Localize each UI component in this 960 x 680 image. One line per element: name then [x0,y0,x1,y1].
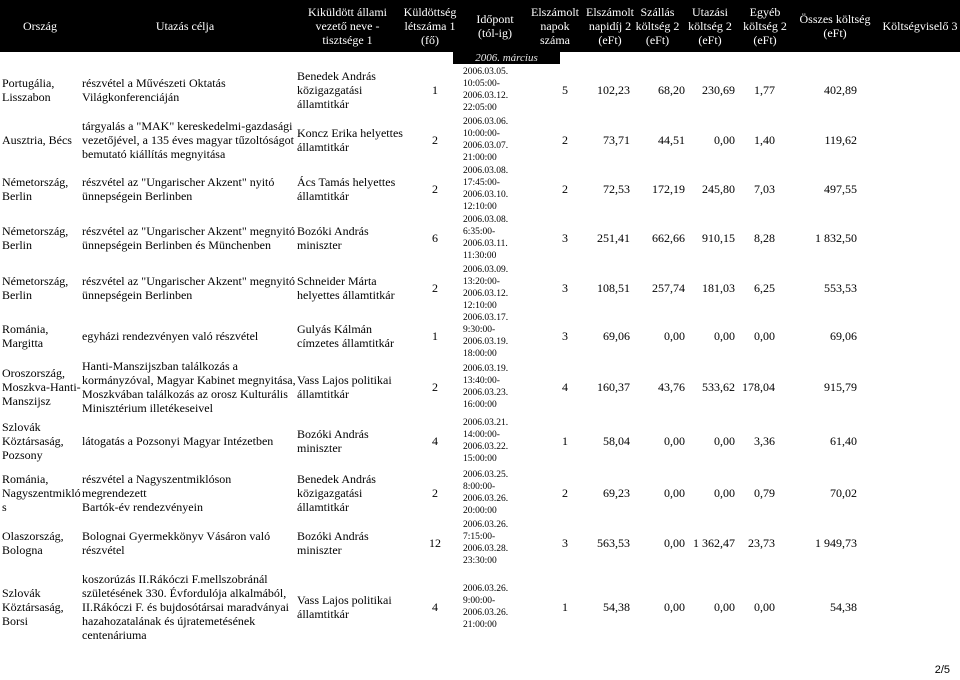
total-cell [775,518,857,567]
perdiem-cell [575,65,630,115]
lodging-cell [630,165,685,213]
column-header: Utazás célja [155,19,215,33]
purpose-cell-text: tárgyalás a "MAK" kereskedelmi-gazdasági vezetőjével, a 135 éves magyar tűzoltóságot bemutató kiállítás megnyitása [82,119,294,161]
time-cell-text: 2006.03.21. 14:00:00- 2006.03.22. 15:00:00 [463,417,509,464]
total-cell-text: 54,38 [830,600,857,614]
travel-cell-text: 245,80 [702,182,735,196]
official-cell [297,467,407,518]
official-cell-text: Benedek András közigazgatási államtitkár [297,471,376,514]
lodging-cell [630,312,685,360]
other-cell [730,65,775,115]
country-cell-text: Oroszország, Moszkva-Hanti- Manszijsz [2,366,81,408]
delegation-cell [400,360,470,414]
period-label: 2006. március [475,52,538,64]
delegation-cell-text: 1 [432,83,438,97]
travel-cell-text: 0,00 [714,329,735,343]
delegation-cell-text: 6 [432,231,438,245]
total-cell [775,65,857,115]
official-cell-text: Benedek András közigazgatási államtitkár [297,69,376,111]
lodging-cell-text: 43,76 [658,380,685,394]
days-cell-text: 2 [562,182,568,196]
delegation-cell-text: 1 [432,329,438,343]
perdiem-cell-text: 563,53 [597,535,630,550]
total-cell [775,414,857,467]
time-cell-text: 2006.03.26. 9:00:00- 2006.03.26. 21:00:00 [463,584,509,630]
total-cell-text: 119,62 [824,133,857,147]
perdiem-cell-text: 251,41 [597,231,630,245]
delegation-cell [400,165,470,213]
delegation-cell [400,567,470,647]
total-cell [775,165,857,213]
period-header [453,52,560,64]
purpose-cell-text: részvétel az "Ungarischer Akzent" nyitó ünnepségein Berlinben [82,175,275,203]
country-cell [2,213,82,263]
time-cell-text: 2006.03.25. 8:00:00- 2006.03.26. 20:00:00 [463,469,509,516]
country-cell [2,65,82,115]
days-cell-text: 4 [562,380,568,394]
official-cell [297,312,407,360]
total-cell-text: 553,53 [824,280,857,295]
page-number: 2/5 [934,664,950,676]
table-row [0,360,960,414]
travel-cell [685,518,735,567]
country-cell-text: Ausztria, Bécs [2,133,72,147]
days-cell-text: 2 [562,485,568,500]
days-cell-text: 1 [562,600,568,614]
perdiem-cell [575,312,630,360]
other-cell [730,467,775,518]
time-cell-text: 2006.03.19. 13:40:00- 2006.03.23. 16:00:00 [463,364,509,410]
travel-cell [685,263,735,312]
other-cell-text: 7,03 [754,182,775,196]
purpose-cell [82,414,297,467]
perdiem-cell [575,567,630,647]
purpose-cell-text: koszorúzás II.Rákóczi F.mellszobránál születésének 330. Évfordulója alkalmából, II.Rákóczi F. és bujdosótársai maradványai hazahozatalának és újratemetésének centenáriuma [82,572,289,642]
purpose-cell [82,263,297,312]
column-header: Kiküldött állami vezető neve - tisztsége 1 [308,5,387,47]
official-cell [297,213,407,263]
official-cell [297,567,407,647]
country-cell-text: Németország, Berlin [2,224,69,252]
official-cell [297,165,407,213]
purpose-cell [82,360,297,414]
travel-cell-text: 0,00 [714,433,735,448]
total-cell-text: 70,02 [830,485,857,500]
days-cell-text: 3 [562,535,568,550]
lodging-cell-text: 0,00 [664,433,685,448]
other-cell [730,115,775,165]
country-cell [2,518,82,567]
other-cell-text: 6,25 [754,280,775,295]
other-cell-text: 3,36 [754,433,775,448]
time-cell [463,263,533,312]
time-cell-text: 2006.03.06. 10:00:00- 2006.03.07. 21:00:00 [463,117,509,163]
other-cell-text: 23,73 [748,535,775,550]
other-cell-text: 1,40 [754,133,775,147]
travel-cell [685,360,735,414]
delegation-cell [400,518,470,567]
purpose-cell-text: részvétel a Nagyszentmiklóson megrendezett Bartók-év rendezvényein [82,471,232,514]
table-row [0,263,960,312]
time-cell [463,213,533,263]
official-cell [297,360,407,414]
perdiem-cell [575,360,630,414]
delegation-cell-text: 4 [432,600,438,614]
perdiem-cell-text: 108,51 [597,280,630,295]
time-cell-text: 2006.03.26. 7:15:00- 2006.03.28. 23:30:00 [463,519,509,566]
total-cell-text: 1 832,50 [815,231,857,245]
time-cell [463,165,533,213]
time-cell [463,518,533,567]
travel-cell-text: 230,69 [702,83,735,97]
other-cell [730,567,775,647]
time-cell-text: 2006.03.08. 6:35:00- 2006.03.11. 11:30:00 [463,215,509,261]
purpose-cell [82,65,297,115]
column-header: Költségviselő 3 [882,19,958,33]
time-cell [463,414,533,467]
country-cell-text: Románia, Margitta [2,322,49,350]
perdiem-cell-text: 102,23 [597,83,630,97]
perdiem-cell-text: 73,71 [603,133,630,147]
lodging-cell-text: 0,00 [664,600,685,614]
purpose-cell [82,518,297,567]
time-cell-text: 2006.03.17. 9:30:00- 2006.03.19. 18:00:00 [463,313,509,359]
perdiem-cell [575,263,630,312]
purpose-cell-text: látogatás a Pozsonyi Magyar Intézetben [82,433,274,448]
lodging-cell-text: 172,19 [652,182,685,196]
column-header: Küldöttség létszáma 1 (fő) [403,5,457,47]
other-cell [730,165,775,213]
total-cell [775,360,857,414]
table-row [0,567,960,647]
table-header [0,0,960,52]
purpose-cell [82,115,297,165]
perdiem-cell-text: 58,04 [603,433,630,448]
other-cell [730,414,775,467]
country-cell-text: Németország, Berlin [2,273,69,302]
travel-cell-text: 0,00 [714,600,735,614]
official-cell [297,518,407,567]
official-cell-text: Vass Lajos politikai államtitkár [297,373,392,401]
other-cell-text: 1,77 [754,83,775,97]
official-cell-text: Schneider Márta helyettes államtitkár [297,273,395,302]
other-cell [730,213,775,263]
column-header: Utazási költség 2 (eFt) [688,5,732,47]
days-cell-text: 3 [562,329,568,343]
country-cell-text: Románia, Nagyszentmikló s [2,471,81,514]
delegation-cell [400,263,470,312]
lodging-cell [630,360,685,414]
official-cell [297,65,407,115]
travel-cell-text: 181,03 [702,280,735,295]
table-row [0,518,960,567]
table-row [0,165,960,213]
delegation-cell-text: 4 [432,433,438,448]
perdiem-cell [575,115,630,165]
total-cell [775,115,857,165]
perdiem-cell-text: 72,53 [603,182,630,196]
country-cell-text: Szlovák Köztársaság, Pozsony [2,419,64,462]
total-cell [775,263,857,312]
perdiem-cell-text: 69,06 [603,329,630,343]
travel-cell-text: 0,00 [714,485,735,500]
country-cell [2,360,82,414]
country-cell [2,263,82,312]
lodging-cell-text: 0,00 [664,485,685,500]
table-row [0,467,960,518]
other-cell-text: 8,28 [754,231,775,245]
perdiem-cell [575,467,630,518]
time-cell [463,567,533,647]
time-cell [463,312,533,360]
official-cell-text: Ács Tamás helyettes államtitkár [297,175,396,203]
travel-cell [685,312,735,360]
time-cell-text: 2006.03.09. 13:20:00- 2006.03.12. 12:10:00 [463,264,509,311]
other-cell [730,518,775,567]
country-cell [2,165,82,213]
lodging-cell [630,65,685,115]
country-cell [2,312,82,360]
lodging-cell-text: 44,51 [658,133,685,147]
purpose-cell [82,165,297,213]
table-row [0,115,960,165]
travel-cell [685,414,735,467]
travel-cell-text: 0,00 [714,133,735,147]
purpose-cell-text: részvétel az "Ungarischer Akzent" megnyitó ünnepségein Berlinben [82,273,296,302]
total-cell [775,467,857,518]
delegation-cell [400,467,470,518]
other-cell-text: 0,00 [754,600,775,614]
travel-cell-text: 533,62 [702,380,735,394]
lodging-cell [630,115,685,165]
delegation-cell-text: 2 [432,182,438,196]
column-header: Időpont (tól-ig) [476,12,514,40]
time-cell [463,65,533,115]
delegation-cell [400,213,470,263]
total-cell [775,312,857,360]
other-cell [730,312,775,360]
purpose-cell-text: Hanti-Manszijszban találkozás a kormányzóval, Magyar Kabinet megnyitása, Moszkvában találkozás az orosz Kulturális Minisztérium illetékeseivel [82,359,296,415]
time-cell-text: 2006.03.05. 10:05:00- 2006.03.12. 22:05:00 [463,67,509,113]
official-cell-text: Gulyás Kálmán címzetes államtitkár [297,322,394,350]
total-cell-text: 915,79 [824,380,857,394]
travel-cell-text: 910,15 [702,231,735,245]
country-cell-text: Szlovák Köztársaság, Borsi [2,586,64,628]
perdiem-cell-text: 160,37 [597,380,630,394]
delegation-cell-text: 2 [432,133,438,147]
other-cell [730,360,775,414]
lodging-cell-text: 0,00 [664,535,685,550]
travel-cell [685,115,735,165]
delegation-cell-text: 12 [429,535,441,550]
country-cell-text: Portugália, Lisszabon [2,76,55,104]
official-cell [297,263,407,312]
time-cell-text: 2006.03.08. 17:45:00- 2006.03.10. 12:10:00 [463,166,509,212]
travel-cell [685,213,735,263]
total-cell-text: 402,89 [824,83,857,97]
delegation-cell [400,312,470,360]
official-cell [297,414,407,467]
official-cell-text: Vass Lajos politikai államtitkár [297,593,392,621]
other-cell [730,263,775,312]
days-cell-text: 3 [562,231,568,245]
purpose-cell [82,312,297,360]
lodging-cell [630,518,685,567]
delegation-cell [400,414,470,467]
total-cell-text: 1 949,73 [815,535,857,550]
total-cell-text: 61,40 [830,433,857,448]
other-cell-text: 0,00 [754,329,775,343]
country-cell [2,115,82,165]
table-row [0,65,960,115]
column-header: Egyéb költség 2 (eFt) [743,5,787,47]
perdiem-cell [575,213,630,263]
time-cell [463,467,533,518]
days-cell-text: 3 [562,280,568,295]
total-cell-text: 69,06 [830,329,857,343]
travel-cell [685,467,735,518]
country-cell-text: Németország, Berlin [2,175,69,203]
delegation-cell [400,65,470,115]
travel-cell [685,65,735,115]
official-cell-text: Bozóki András miniszter [297,426,369,455]
country-cell-text: Olaszország, Bologna [2,528,64,557]
other-cell-text: 178,04 [742,380,775,394]
total-cell [775,213,857,263]
purpose-cell-text: részvétel a Művészeti Oktatás Világkonferenciáján [82,76,226,104]
days-cell-text: 2 [562,133,568,147]
table-row [0,414,960,467]
lodging-cell [630,414,685,467]
days-cell-text: 5 [562,83,568,97]
travel-cell [685,567,735,647]
time-cell [463,360,533,414]
lodging-cell [630,263,685,312]
total-cell [775,567,857,647]
country-cell [2,567,82,647]
delegation-cell-text: 2 [432,485,438,500]
table-row [0,312,960,360]
purpose-cell-text: részvétel az "Ungarischer Akzent" megnyitó ünnepségein Berlinben és Münchenben [82,224,296,252]
lodging-cell [630,567,685,647]
column-header: Szállás költség 2 (eFt) [635,5,680,47]
purpose-cell-text: Bolognai Gyermekkönyv Vásáron való részvétel [82,528,271,557]
country-cell [2,467,82,518]
perdiem-cell-text: 54,38 [603,600,630,614]
perdiem-cell [575,414,630,467]
perdiem-cell [575,518,630,567]
total-cell-text: 497,55 [824,182,857,196]
lodging-cell-text: 257,74 [652,280,685,295]
official-cell-text: Koncz Erika helyettes államtitkár [297,126,403,154]
travel-cell [685,165,735,213]
perdiem-cell-text: 69,23 [603,485,630,500]
column-header: Elszámolt napidíj 2 (eFt) [586,5,634,47]
lodging-cell [630,467,685,518]
country-cell [2,414,82,467]
lodging-cell-text: 0,00 [664,329,685,343]
lodging-cell-text: 68,20 [658,83,685,97]
other-cell-text: 0,79 [754,485,775,500]
delegation-cell-text: 2 [432,380,438,394]
column-header: Ország [23,19,57,33]
delegation-cell-text: 2 [432,280,438,295]
delegation-cell [400,115,470,165]
column-header: Elszámolt napok száma [531,5,579,47]
time-cell [463,115,533,165]
purpose-cell-text: egyházi rendezvényen való részvétel [82,329,259,343]
purpose-cell [82,467,297,518]
table-row [0,213,960,263]
official-cell-text: Bozóki András miniszter [297,528,369,557]
purpose-cell [82,213,297,263]
travel-cell-text: 1 362,47 [693,535,735,550]
purpose-cell [82,567,297,647]
perdiem-cell [575,165,630,213]
official-cell [297,115,407,165]
lodging-cell-text: 662,66 [652,231,685,245]
official-cell-text: Bozóki András miniszter [297,224,369,252]
days-cell-text: 1 [562,433,568,448]
column-header: Összes költség (eFt) [799,12,871,40]
lodging-cell [630,213,685,263]
